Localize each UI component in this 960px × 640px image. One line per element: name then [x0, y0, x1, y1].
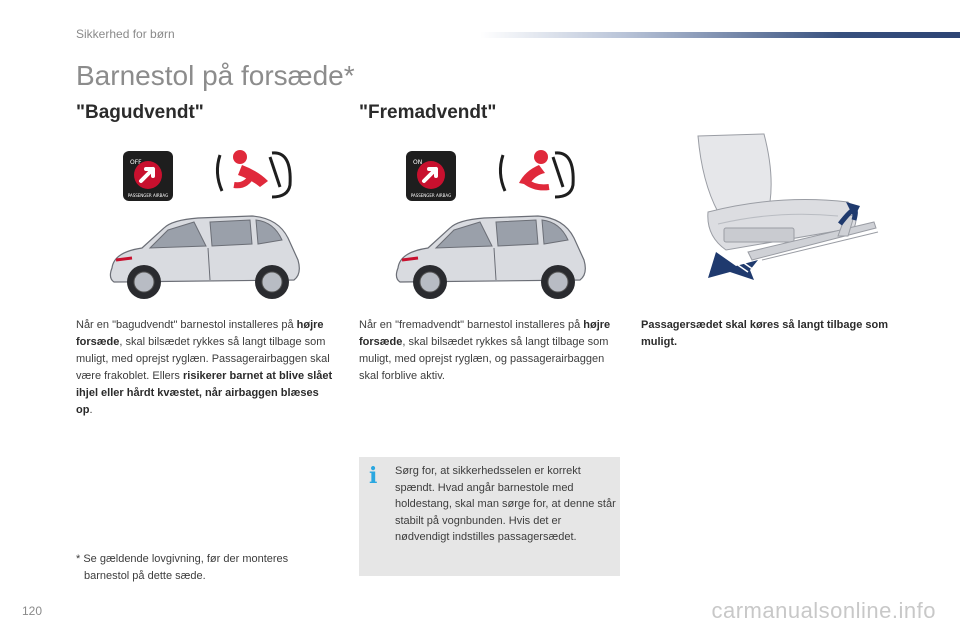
rearward-bold-1: højre forsæde — [76, 319, 324, 348]
subtitle-forward: "Fremadvendt" — [359, 102, 497, 123]
section-header: Sikkerhed for børn — [76, 27, 175, 41]
subtitle-rearward: "Bagudvendt" — [76, 102, 204, 123]
footnote-line-1: Se gældende lovgivning, før der monteres — [83, 553, 289, 565]
forward-description — [359, 317, 619, 385]
rearward-warning: risikerer barnet at blive slået ihjel eller hårdt kvæstet, når airbaggen blæses op — [76, 370, 333, 416]
page-number: 120 — [22, 604, 43, 618]
child-seat-forward-icon — [495, 145, 585, 205]
info-text: Sørg for, at sikkerhedsselen er korrekt spændt. Hvad angår barnestole med holdestang, skal man sørge for, at denne står stabilt på vognbunden. Hvis det er nødvendigt indstilles passagersædet. — [395, 465, 616, 543]
footnote-line-2: barnestol på dette sæde. — [84, 570, 206, 582]
info-icon: i — [369, 463, 378, 489]
badge-airbag-label-right: PASSENGER AIRBAG — [410, 193, 452, 198]
watermark: carmanualsonline.info — [711, 598, 936, 623]
footnote — [76, 551, 336, 585]
forward-text-2: , skal bilsædet rykkes så langt tilbage som muligt, med oprejst ryglæn, og passagerairbaggen skal forblive aktiv. — [359, 336, 609, 382]
rearward-text-1: Når en "bagudvendt" barnestol installeres på — [76, 319, 294, 331]
rearward-text-2: , skal bilsædet rykkes så langt tilbage som muligt, med oprejst ryglæn. Passagerairbaggen skal være frakoblet. Ellers — [76, 336, 330, 382]
seat-caption: Passagersædet skal køres så langt tilbage som muligt. — [641, 319, 889, 348]
rearward-text-3: . — [89, 404, 93, 416]
seat-adjustment-illustration — [678, 132, 880, 292]
badge-airbag-label: PASSENGER AIRBAG — [127, 193, 169, 198]
badge-off-label: OFF — [130, 159, 142, 166]
badge-on-label: ON — [413, 159, 423, 166]
rearward-description — [76, 317, 336, 419]
child-seat-rearward-icon — [212, 145, 302, 205]
footnote-marker: * — [76, 553, 81, 565]
airbag-off-badge — [122, 150, 174, 202]
info-box — [359, 457, 620, 576]
car-illustration-right — [388, 208, 592, 304]
forward-bold-1: højre forsæde — [359, 319, 611, 348]
header-bar — [480, 32, 960, 38]
forward-text-1: Når en "fremadvendt" barnestol installeres på — [359, 319, 581, 331]
airbag-on-badge — [405, 150, 457, 202]
car-illustration-left — [102, 208, 306, 304]
page-title: Barnestol på forsæde* — [76, 60, 355, 91]
